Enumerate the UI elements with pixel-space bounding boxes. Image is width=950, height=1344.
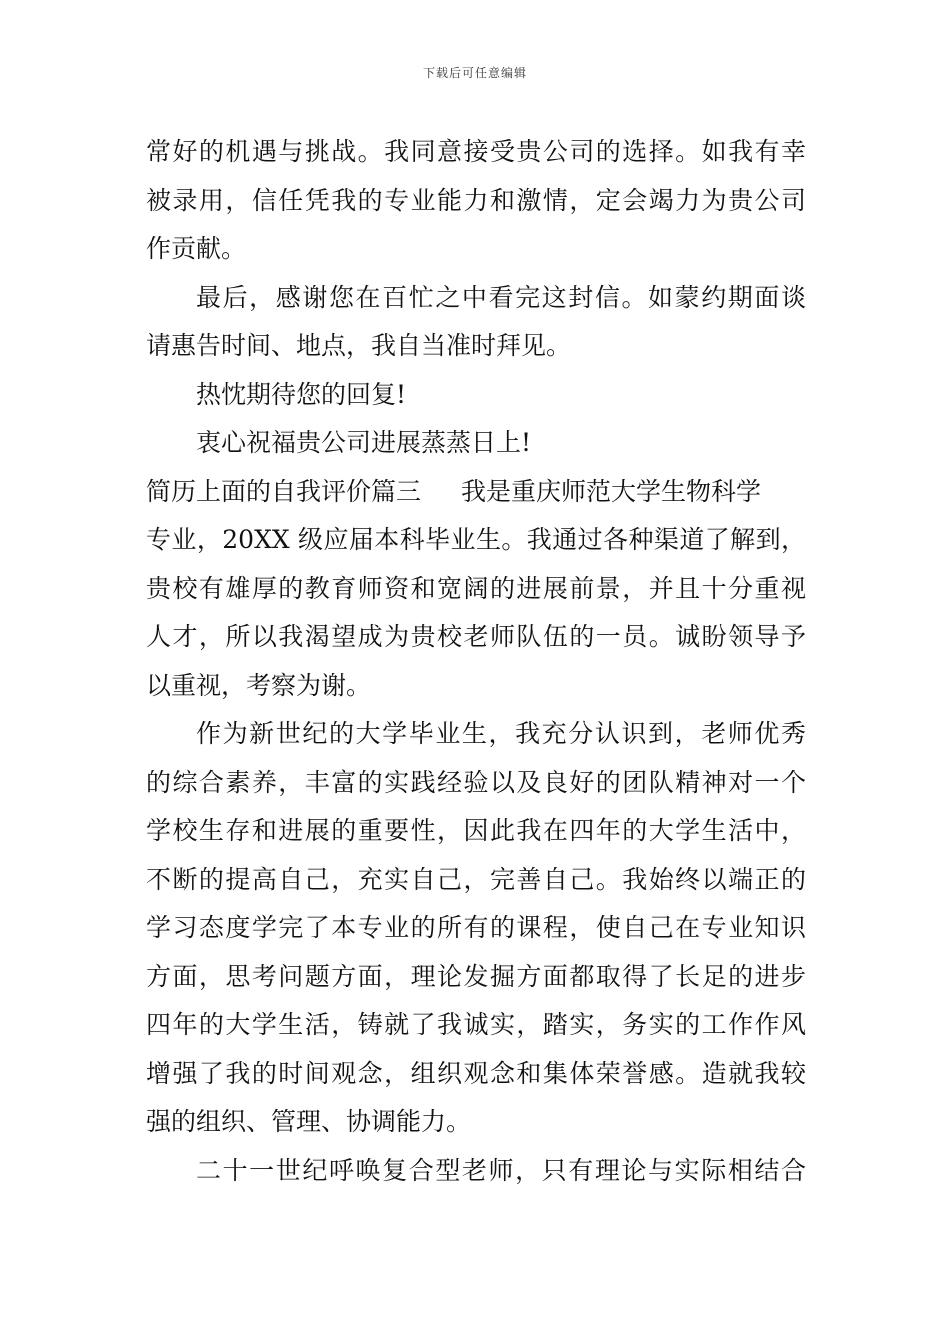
section-heading-line	[146, 468, 806, 517]
text-line: 作贡献。	[146, 234, 247, 263]
text-line: 增强了我的时间观念，组织观念和集体荣誉感。造就我较	[146, 1058, 806, 1088]
text-line: 人才，所以我渴望成为贵校老师队伍的一员。诚盼领导予	[146, 622, 806, 651]
text-line: 衷心祝福贵公司进展蒸蒸日上!	[196, 428, 532, 457]
text-line: 的综合素养，丰富的实践经验以及良好的团队精神对一个	[146, 767, 806, 797]
text-line: 请惠告时间、地点，我自当准时拜见。	[146, 331, 572, 360]
text-line: 专业，20XX 级应届本科毕业生。我通过各种渠道了解到，	[146, 525, 806, 554]
section-intro-text: 我是重庆师范大学生物科学	[461, 476, 762, 506]
document-body	[146, 128, 806, 1195]
text-line: 被录用，信任凭我的专业能力和激情，定会竭力为贵公司	[146, 185, 806, 215]
text-line: 作为新世纪的大学毕业生，我充分认识到，老师优秀	[196, 719, 806, 748]
text-line: 学校生存和进展的重要性，因此我在四年的大学生活中，	[146, 816, 806, 845]
text-line: 最后，感谢您在百忙之中看完这封信。如蒙约期面谈	[196, 282, 806, 312]
text-line: 以重视，考察为谢。	[146, 670, 372, 700]
text-line: 学习态度学完了本专业的所有的课程，使自己在专业知识	[146, 913, 806, 942]
text-line: 四年的大学生活，铸就了我诚实，踏实，务实的工作作风	[146, 1010, 806, 1039]
section-title: 简历上面的自我评价篇三	[146, 476, 422, 506]
text-line: 强的组织、管理、协调能力。	[146, 1107, 472, 1136]
text-line: 常好的机遇与挑战。我同意接受贵公司的选择。如我有幸	[146, 137, 806, 166]
text-line: 热忱期待您的回复!	[196, 379, 407, 409]
text-line: 不断的提高自己，充实自己，完善自己。我始终以端正的	[146, 864, 806, 894]
page-header: 下载后可任意编辑	[422, 66, 527, 80]
text-line: 方面，思考问题方面，理论发掘方面都取得了长足的进步	[146, 961, 806, 991]
text-line: 贵校有雄厚的教育师资和宽阔的进展前景，并且十分重视	[146, 573, 806, 603]
text-line: 二十一世纪呼唤复合型老师，只有理论与实际相结合	[196, 1155, 806, 1185]
